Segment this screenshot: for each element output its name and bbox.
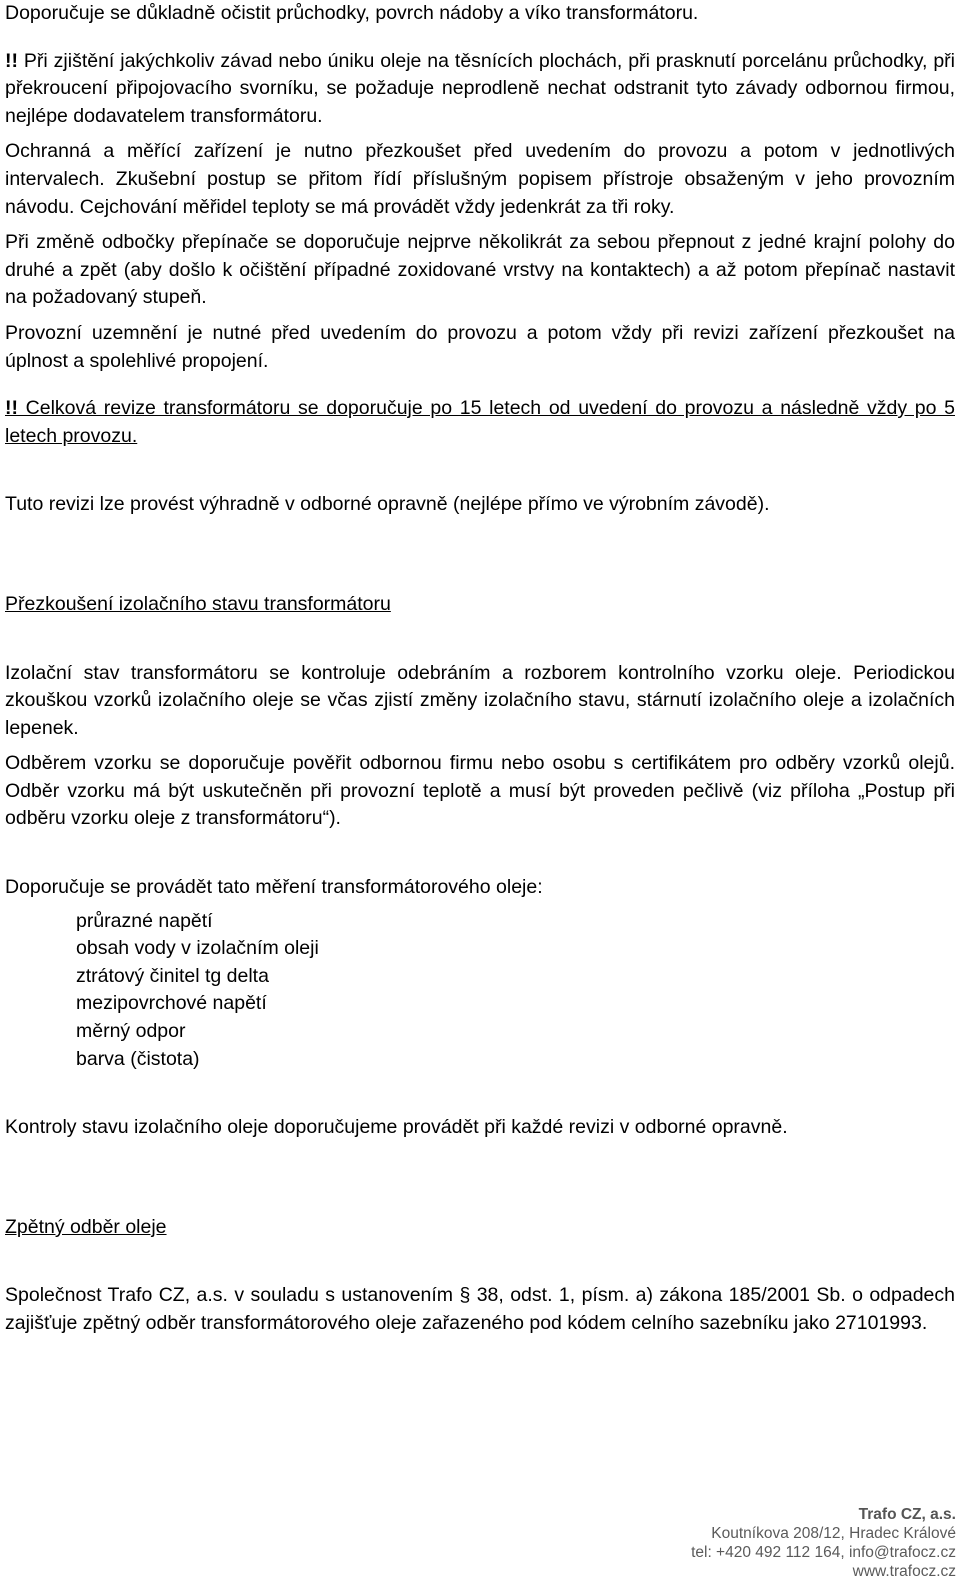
measurements-list [5,908,955,1074]
company-name: Trafo CZ, a.s. [858,1506,956,1523]
warning-mark: !! [5,49,18,72]
insulation-state-paragraph: Izolační stav transformátoru se kontroluje odebráním a rozborem kontrolního vzorku oleje. Periodickou zkouškou vzorků izolačního oleje se včas zjistí změny izolačního stavu, stárnutí izolačního oleje a izolačních lepenek. [5,661,955,739]
defects-text: Při zjištění jakýchkoliv závad nebo úniku oleje na těsnících plochách, při prasknutí porcelánu průchodky, při překroucení připojovacího svorníku, se požaduje neprodleně nechat odstranit tyto závady odbornou firmou, nejlépe dodavatelem transformátoru. [5,49,955,127]
company-footer [691,1505,956,1581]
protection-devices-paragraph: Ochranná a měřící zařízení je nutno přezkoušet před uvedením do provozu a potom v jednotlivých intervalech. Zkušební postup se přitom řídí příslušným popisem přístroje obsaženým v jeho provozním návodu. Cejchování měřidel teploty se má provádět vždy jedenkrát za tři roky. [5,140,955,218]
oil-return-heading: Zpětný odběr oleje [5,1215,167,1238]
insulation-heading: Přezkoušení izolačního stavu transformátoru [5,592,391,615]
measurements-intro: Doporučuje se provádět tato měření transformátorového oleje: [5,876,543,899]
list-item: ztrátový činitel tg delta [76,964,269,987]
grounding-paragraph: Provozní uzemnění je nutné před uvedením do provozu a potom vždy při revizi zařízení přezkoušet na úplnost a spolehlivé propojení. [5,321,955,372]
list-item: průrazné napětí [76,909,213,932]
revision-paragraph [5,395,955,450]
list-item: obsah vody v izolačním oleji [76,937,319,960]
list-item: mezipovrchové napětí [76,992,267,1015]
company-website: www.trafocz.cz [852,1563,956,1580]
insulation-checks-paragraph: Kontroly stavu izolačního oleje doporučujeme provádět při každé revizi v odborné opravně. [5,1116,788,1139]
list-item: měrný odpor [76,1020,186,1043]
cleaning-paragraph: Doporučuje se důkladně očistit průchodky, povrch nádoby a víko transformátoru. [5,2,699,24]
list-item: barva (čistota) [76,1047,200,1070]
repair-shop-paragraph: Tuto revizi lze provést výhradně v odborné opravně (nejlépe přímo ve výrobním závodě). [5,493,770,516]
company-contact: tel: +420 492 112 164, info@trafocz.cz [691,1544,956,1561]
company-address: Koutníkova 208/12, Hradec Králové [711,1525,956,1542]
sampling-paragraph: Odběrem vzorku se doporučuje pověřit odbornou firmu nebo osobu s certifikátem pro odběry vzorků olejů. Odběr vzorku má být uskutečněn při provozní teplotě a musí být proveden pečlivě (viz příloha „Postup při odběru vzorku oleje z transformátoru“). [5,752,955,830]
defects-paragraph [5,48,955,131]
oil-return-paragraph: Společnost Trafo CZ, a.s. v souladu s ustanovením § 38, odst. 1, písm. a) zákona 185/2001 Sb. o odpadech zajišťuje zpětný odběr transformátorového oleje zařazeného pod kódem celního sazebníku jako 27101993. [5,1284,955,1334]
tap-changer-paragraph: Při změně odbočky přepínače se doporučuje nejprve několikrát za sebou přepnout z jedné krajní polohy do druhé a zpět (aby došlo k očištění případné zoxidované vrstvy na kontaktech) a až potom přepínač nastavit na požadovaný stupeň. [5,231,955,309]
warning-mark: !! [5,397,18,420]
revision-text: Celková revize transformátoru se doporučuje po 15 letech od uvedení do provozu a následně vždy po 5 letech provozu. [5,397,955,447]
document-page [5,0,955,1338]
